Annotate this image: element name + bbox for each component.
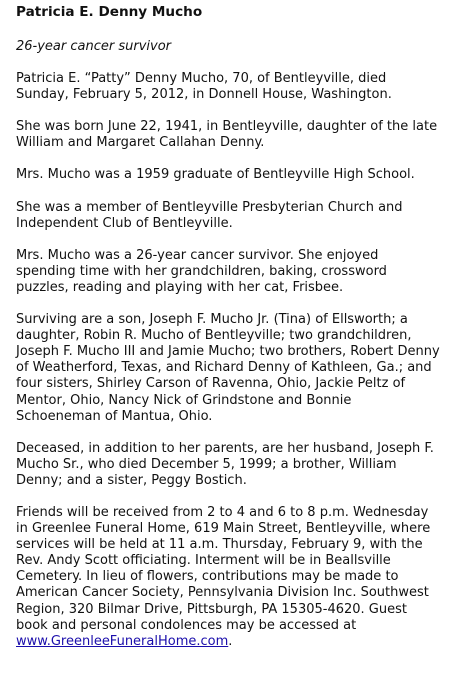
paragraph-arrangements	[16, 505, 440, 650]
paragraph-education: Mrs. Mucho was a 1959 graduate of Bentleyville High School.	[16, 167, 415, 183]
paragraph-membership: She was a member of Bentleyville Presbyterian Church and Independent Club of Bentleyville.	[16, 199, 403, 231]
arrangements-end: .	[228, 633, 233, 649]
funeral-home-link[interactable]: www.GreenleeFuneralHome.com	[16, 633, 229, 649]
page-title: Patricia E. Denny Mucho	[16, 4, 203, 20]
paragraph-interests: Mrs. Mucho was a 26-year cancer survivor. She enjoyed spending time with her grandchildren, baking, crossword puzzles, reading and playing with her cat, Frisbee.	[16, 247, 387, 295]
paragraph-death-notice: Patricia E. “Patty” Denny Mucho, 70, of Bentleyville, died Sunday, February 5, 2012, in Donnell House, Washington.	[16, 71, 392, 103]
paragraph-deceased: Deceased, in addition to her parents, are her husband, Joseph F. Mucho Sr., who died December 5, 1999; a brother, William Denny; and a sister, Peggy Bostich.	[16, 440, 434, 488]
paragraph-birth: She was born June 22, 1941, in Bentleyville, daughter of the late William and Margaret Callahan Denny.	[16, 119, 438, 151]
paragraph-survivors: Surviving are a son, Joseph F. Mucho Jr. (Tina) of Ellsworth; a daughter, Robin R. Mucho of Bentleyville; two grandchildren, Joseph F. Mucho III and Jamie Mucho; two brothers, Robert Denny of Weatherford, Texas, and Richard Denny of Kathleen, Ga.; and four sisters, Shirley Carson of Ravenna, Ohio, Jackie Peltz of Mentor, Ohio, Nancy Nick of Grindstone and Bonnie Schoeneman of Mantua, Ohio.	[16, 312, 440, 424]
subtitle: 26-year cancer survivor	[16, 39, 171, 54]
arrangements-text: Friends will be received from 2 to 4 and 6 to 8 p.m. Wednesday in Greenlee Funeral Home, 619 Main Street, Bentleyville, where services will be held at 11 a.m. Thursday, February 9, with the Rev. Andy Scott officiating. Interment will be in Beallsville Cemetery. In lieu of flowers, contributions may be made to American Cancer Society, Pennsylvania Division Inc. Southwest Region, 320 Bilmar Drive, Pittsburgh, PA 15305-4620. Guest book and personal condolences may be accessed at	[16, 504, 431, 633]
